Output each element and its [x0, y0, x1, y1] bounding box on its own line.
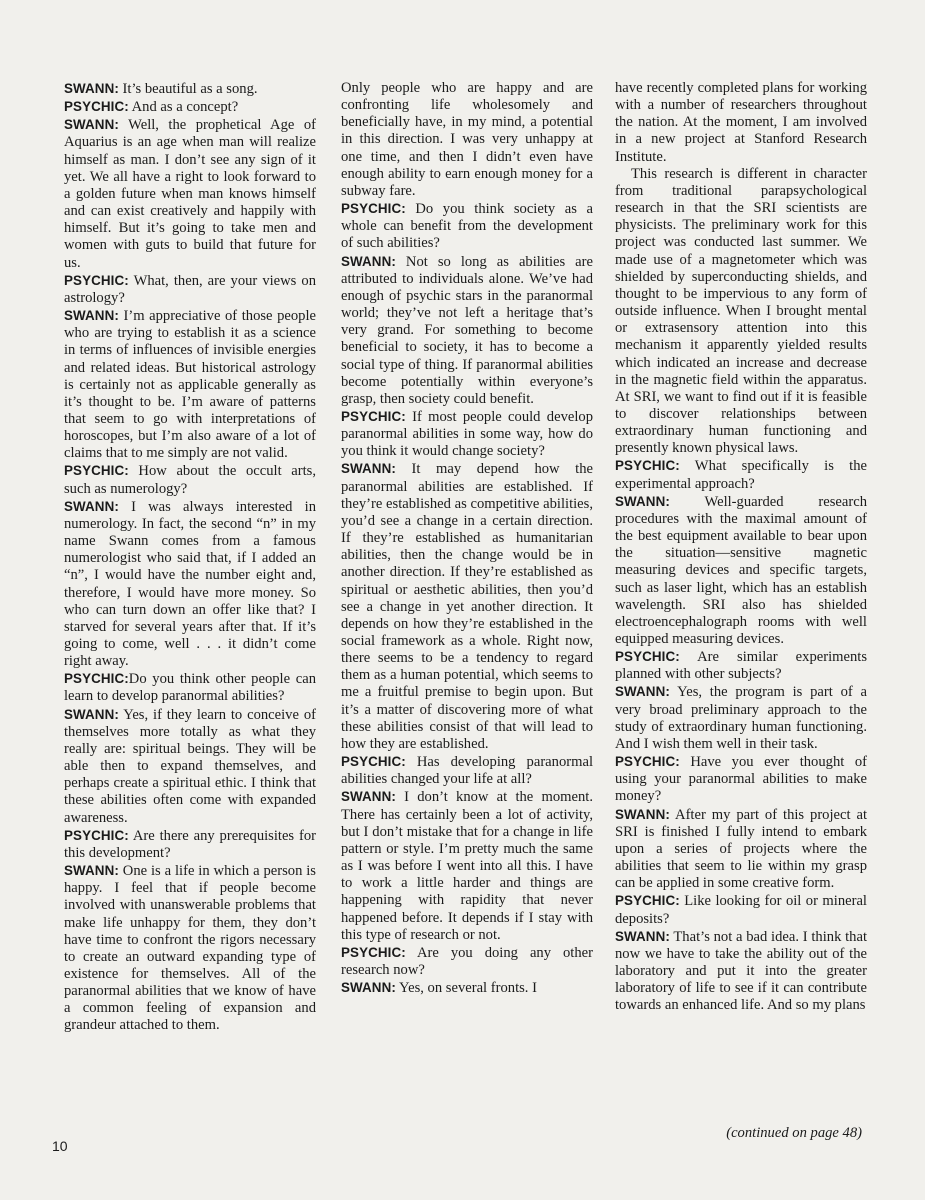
speaker-label: PSYCHIC:	[341, 754, 406, 770]
interview-paragraph	[615, 457, 867, 492]
speaker-label: SWANN:	[64, 81, 119, 96]
interview-paragraph	[64, 80, 316, 98]
paragraph-text: Well-guarded research procedures with the maximal amount of the best equipment available to bear upon the situation—sensitive magnetic measuring devices and specific targets, such as laser light, which has an establish wavelength. SRI also has shielded electroencephalograph rooms with well equipped measuring devices.	[615, 493, 867, 647]
interview-paragraph	[615, 493, 867, 648]
paragraph-text: What, then, are your views on astrology?	[64, 272, 316, 306]
paragraph-text: Like looking for oil or mineral deposits?	[615, 893, 867, 927]
interview-paragraph	[615, 892, 867, 927]
interview-paragraph	[341, 944, 593, 979]
interview-paragraph	[615, 80, 867, 166]
paragraph-text: I’m appreciative of those people who are trying to establish it as a science in terms of influences of invisible energies and related ideas. But historical astrology is certainly not as applicable generally as it’s thought to be. I’m aware of patterns that seem to go with interpretations of horoscopes, but I’m also aware of a lot of claims that to me simply are not valid.	[64, 308, 316, 462]
paragraph-text: Only people who are happy and are confronting life wholesomely and beneficially have, in my mind, a potential in this direction. I was very unhappy at one time, and then I didn’t even have enough ability to earn enough money for a subway fare.	[341, 80, 593, 199]
speaker-label: PSYCHIC:	[64, 463, 129, 479]
interview-paragraph	[64, 307, 316, 462]
speaker-label: PSYCHIC:	[341, 944, 406, 960]
paragraph-text: After my part of this project at SRI is finished I fully intend to embark upon a series of projects where the abilities that seem to lie within my grasp can be applied in some creative form.	[615, 806, 867, 892]
interview-paragraph	[341, 200, 593, 252]
speaker-label: PSYCHIC:	[341, 408, 406, 424]
interview-paragraph	[615, 166, 867, 458]
speaker-label: PSYCHIC:	[64, 827, 129, 843]
interview-paragraph	[64, 116, 316, 271]
interview-paragraph	[341, 753, 593, 788]
paragraph-text: Yes, if they learn to conceive of themselves more totally as what they really are: spiritual beings. They will be able then to expand themselves, and perhaps create a spiritual ethic. I think that these abilities often come with expanded awareness.	[64, 706, 316, 826]
speaker-label: SWANN:	[341, 253, 396, 269]
paragraph-text: It’s beautiful as a song.	[118, 81, 258, 97]
paragraph-text: One is a life in which a person is happy. I feel that if people become involved with unanswerable problems that make life unhappy for them, they don’t have time to confront the rigors necessary to create an outward expanding type of existence for themselves. All of the paranormal abilities that we know of have a common feeling of expansion and grandeur attached to them.	[64, 863, 316, 1034]
interview-paragraph	[64, 706, 316, 827]
text-column-3	[615, 80, 867, 1014]
text-column-1	[64, 80, 316, 1035]
speaker-label: SWANN:	[64, 117, 119, 133]
speaker-label: PSYCHIC:	[64, 99, 129, 115]
speaker-label: SWANN:	[615, 493, 670, 509]
speaker-label: SWANN:	[64, 863, 119, 879]
speaker-label: SWANN:	[341, 980, 396, 996]
speaker-label: SWANN:	[615, 806, 670, 822]
speaker-label: SWANN:	[64, 498, 119, 514]
interview-paragraph	[615, 753, 867, 805]
paragraph-text: Do you think other people can learn to develop paranormal abilities?	[64, 671, 316, 705]
paragraph-text: Well, the prophetical Age of Aquarius is an age when man will realize himself as man. I don’t see any sign of it yet. We all have a right to look forward to a golden future when man knows himself and can exist creatively and happily with himself. But it’s going to take men and women with guts to build that future for us.	[64, 117, 316, 271]
speaker-label: SWANN:	[341, 461, 396, 477]
interview-paragraph	[341, 460, 593, 753]
paragraph-text: That’s not a bad idea. I think that now we have to take the ability out of the laboratory and put it into the greater laboratory of life to see if it can contribute towards an enhanced life. And so my plans	[615, 928, 867, 1014]
paragraph-text: If most people could develop paranormal abilities in some way, how do you think it would change society?	[341, 408, 593, 460]
paragraph-text: How about the occult arts, such as numerology?	[64, 463, 316, 497]
interview-paragraph	[341, 80, 593, 200]
speaker-label: SWANN:	[615, 684, 670, 700]
speaker-label: PSYCHIC:	[615, 458, 680, 474]
interview-paragraph	[64, 862, 316, 1035]
paragraph-text: It may depend how the paranormal abilities are established. If they’re established as competitive abilities, you’d see a change in a certain direction. If they’re established as humanitarian abilities, then the change would be in another direction. If they’re established as spiritual or aesthetic abilities, then you’d see a change in yet another direction. It depends on how they’re established in the social framework as a whole. Right now, there seems to be a tendency to regard them as a human potential, which seems to me a fruitful premise to begin upon. But it’s a matter of discovering more of what these abilities consist of that will lead to how they are established.	[341, 461, 593, 752]
paragraph-text: Have you ever thought of using your paranormal abilities to make money?	[615, 754, 867, 805]
speaker-label: PSYCHIC:	[64, 272, 129, 288]
interview-paragraph	[615, 806, 867, 893]
paragraph-text: What specifically is the experimental approach?	[615, 458, 867, 492]
speaker-label: PSYCHIC:	[615, 649, 680, 665]
speaker-label: SWANN:	[341, 789, 396, 805]
speaker-label: PSYCHIC:	[615, 754, 680, 770]
interview-paragraph	[64, 498, 316, 671]
paragraph-text: have recently completed plans for working with a number of researchers throughout the nation. At the moment, I am involved in a new project at Stanford Research Institute.	[615, 80, 867, 165]
paragraph-text: Are similar experiments planned with other subjects?	[615, 649, 867, 683]
speaker-label: SWANN:	[64, 308, 119, 324]
speaker-label: SWANN:	[64, 706, 119, 722]
interview-paragraph	[64, 827, 316, 862]
speaker-label: SWANN:	[615, 928, 670, 944]
paragraph-text: Are there any prerequisites for this development?	[64, 827, 316, 861]
interview-paragraph	[64, 272, 316, 307]
speaker-label: PSYCHIC:	[341, 201, 406, 217]
interview-paragraph	[64, 98, 316, 116]
paragraph-text: Do you think society as a whole can benefit from the development of such abilities?	[341, 201, 593, 252]
continued-note: (continued on page 48)	[726, 1125, 862, 1141]
paragraph-text: I was always interested in numerology. In fact, the second “n” in my name Swann comes from a famous numerologist who said that, if I added an “n”, I would have the number eight and, therefore, I would have more money. So who can turn down an offer like that? I starved for several years after that. If it’s going to come, well . . . it didn’t come right away.	[64, 498, 316, 670]
paragraph-text: Not so long as abilities are attributed to individuals alone. We’ve had enough of psychic stars in the paranormal world; they’ve not left a heritage that’s very grand. For something to become beneficial to society, it has to become a social type of thing. If paranormal abilities become potentially within everyone’s grasp, then society could benefit.	[341, 253, 593, 407]
interview-paragraph	[615, 683, 867, 753]
interview-paragraph	[64, 462, 316, 497]
interview-paragraph	[64, 670, 316, 705]
interview-paragraph	[615, 648, 867, 683]
interview-paragraph	[341, 408, 593, 460]
interview-paragraph	[341, 253, 593, 408]
paragraph-text: Yes, the program is part of a very broad preliminary approach to the study of extraordinary human functioning. And I wish them well in their task.	[615, 684, 867, 752]
speaker-label: PSYCHIC:	[615, 893, 680, 909]
interview-paragraph	[341, 979, 593, 997]
paragraph-text: Yes, on several fronts. I	[395, 980, 537, 997]
text-column-2	[341, 80, 593, 997]
paragraph-text: Has developing paranormal abilities changed your life at all?	[341, 754, 593, 788]
speaker-label: PSYCHIC:	[64, 671, 129, 687]
paragraph-text: I don’t know at the moment. There has certainly been a lot of activity, but I don’t mistake that for a change in life pattern or style. I’m pretty much the same as I was before I went into all this. I have to work a little harder and things are happening with rapidity that never happened before. It depends if I stay with this type of research or not.	[341, 789, 593, 943]
paragraph-text: This research is different in character from traditional parapsychological research in that the SRI scientists are physicists. The preliminary work for this project was conducted last summer. We made use of a magnetometer which was shielded by superconducting shields, and thought to be impervious to any form of outside influence. When I brought mental or extrasensory attention into this mechanism it apparently yielded results which indicated an increase and decrease in the magnetic field within the apparatus. At SRI, we want to find out if it is feasible to discover relationships between extraordinary human functioning and presently known physical laws.	[615, 165, 867, 457]
paragraph-text: Are you doing any other research now?	[341, 944, 593, 978]
paragraph-text: And as a concept?	[128, 99, 239, 116]
interview-paragraph	[341, 788, 593, 943]
interview-paragraph	[615, 928, 867, 1015]
page-number: 10	[52, 1138, 68, 1154]
